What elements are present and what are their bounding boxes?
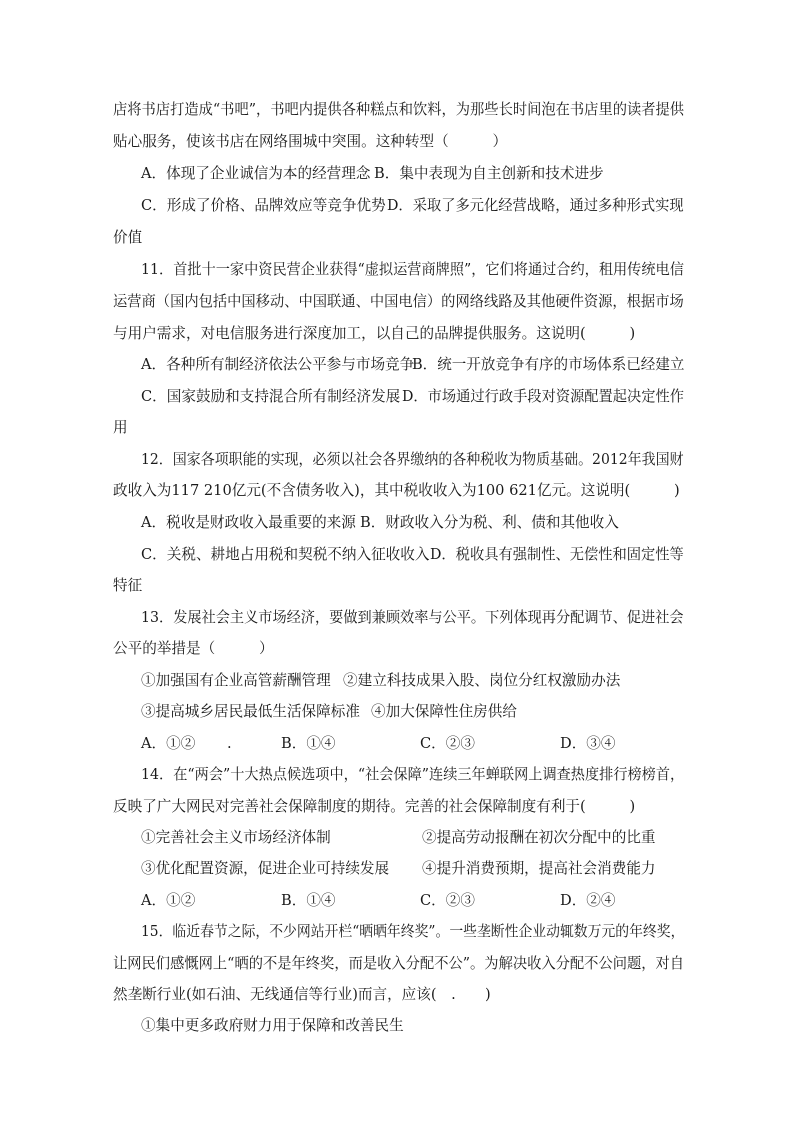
q11-option-d-cont: 用 [113,419,128,436]
q13-option-d: D．③④ [560,735,616,752]
q10-option-b: B．集中表现为自主创新和技术进步 [374,165,604,182]
q14-stem-line: 14．在“两会”十大热点候选项中，“社会保障”连续三年蝉联网上调查热度排行榜榜首， [141,766,685,783]
q10-stem-line: 贴心服务，使该书店在网络围城中突围。这种转型（ ） [113,133,508,150]
q10-option-c: C．形成了价格、品牌效应等竞争优势 [141,197,386,214]
q10-stem-line: 店将书店打造成“书吧”，书吧内提供各种糕点和饮料，为那些长时间泡在书店里的读者提供 [113,101,685,118]
q13-option-a: A．①② [141,735,196,752]
q12-option-d: D．税收具有强制性、无偿性和固定性等 [430,546,684,563]
q12-option-c: C．关税、耕地占用税和契税不纳入征收收入 [141,546,430,563]
q12-stem-line: 政收入为117 210亿元(不含债务收入)，其中税收收入为100 621亿元。这说明( ) [113,482,680,499]
q15-stem-line: 让网民们感慨网上“晒的不是年终奖，而是收入分配不公”。为解决收入分配不公问题，对自 [113,955,685,972]
q13-stem-line: 13．发展社会主义市场经济，要做到兼顾效率与公平。下列体现再分配调节、促进社会 [141,609,684,626]
q12-stem-line: 12．国家各项职能的实现，必须以社会各界缴纳的各种税收为物质基础。2012年我国财 [141,451,684,468]
q13-options [141,734,616,754]
q13-statement-2: ②建立科技成果入股、岗位分红权激励办法 [343,672,621,689]
q11-option-d: D．市场通过行政手段对资源配置起决定性作 [402,388,684,405]
q14-option-c: C．②③ [420,892,475,909]
q11-option-c: C．国家鼓励和支持混合所有制经济发展 [141,388,401,405]
q12-option-a: A．税收是财政收入最重要的来源 [141,514,356,531]
q13-statement-3: ③提高城乡居民最低生活保障标准 [141,703,360,720]
q12-option-d-cont: 特征 [113,577,143,594]
q14-options [141,891,616,911]
q13-stray-mark: . [227,735,232,752]
q11-option-b: B．统一开放竞争有序的市场体系已经建立 [412,356,685,373]
q13-statement-4: ④加大保障性住房供给 [371,703,517,720]
q14-statement-2: ②提高劳动报酬在初次分配中的比重 [422,829,656,846]
q14-statement-3: ③优化配置资源，促进企业可持续发展 [141,860,390,877]
q15-statement-1: ①集中更多政府财力用于保障和改善民生 [141,1017,404,1034]
q14-option-d: D．②④ [560,892,616,909]
q14-statement-4: ④提升消费预期，提高社会消费能力 [422,860,656,877]
q15-stem-line: 15．临近春节之际，不少网站开栏“晒晒年终奖”。一些垄断性企业动辄数万元的年终奖， [141,923,685,940]
q10-option-d: D．采取了多元化经营战略，通过多种形式实现 [387,197,684,214]
q14-stem-line: 反映了广大网民对完善社会保障制度的期待。完善的社会保障制度有利于( ) [113,798,636,815]
q14-option-a: A．①② [141,892,196,909]
q13-statement-1: ①加强国有企业高管薪酬管理 [141,672,331,689]
q11-stem-line: 运营商（国内包括中国移动、中国联通、中国电信）的网络线路及其他硬件资源，根据市场 [113,293,684,310]
q11-option-a: A．各种所有制经济依法公平参与市场竞争 [141,356,415,373]
q13-option-c: C．②③ [420,735,475,752]
q14-statement-1: ①完善社会主义市场经济体制 [141,829,331,846]
q11-stem-line: 11．首批十一家中资民营企业获得“虚拟运营商牌照”，它们将通过合约，租用传统电信 [141,261,684,278]
q10-option-d-cont: 价值 [113,229,143,246]
q13-stem-line: 公平的举措是（ ） [113,640,274,657]
q10-option-a: A．体现了企业诚信为本的经营理念 [141,165,371,182]
q12-option-b: B．财政收入分为税、利、债和其他收入 [360,514,619,531]
q11-stem-line: 与用户需求，对电信服务进行深度加工，以自己的品牌提供服务。这说明( ) [113,325,636,342]
q15-stem-line: 然垄断行业(如石油、无线通信等行业)而言，应该( . ) [113,986,491,1003]
q13-option-b: B．①④ [281,735,336,752]
q14-option-b: B．①④ [281,892,336,909]
